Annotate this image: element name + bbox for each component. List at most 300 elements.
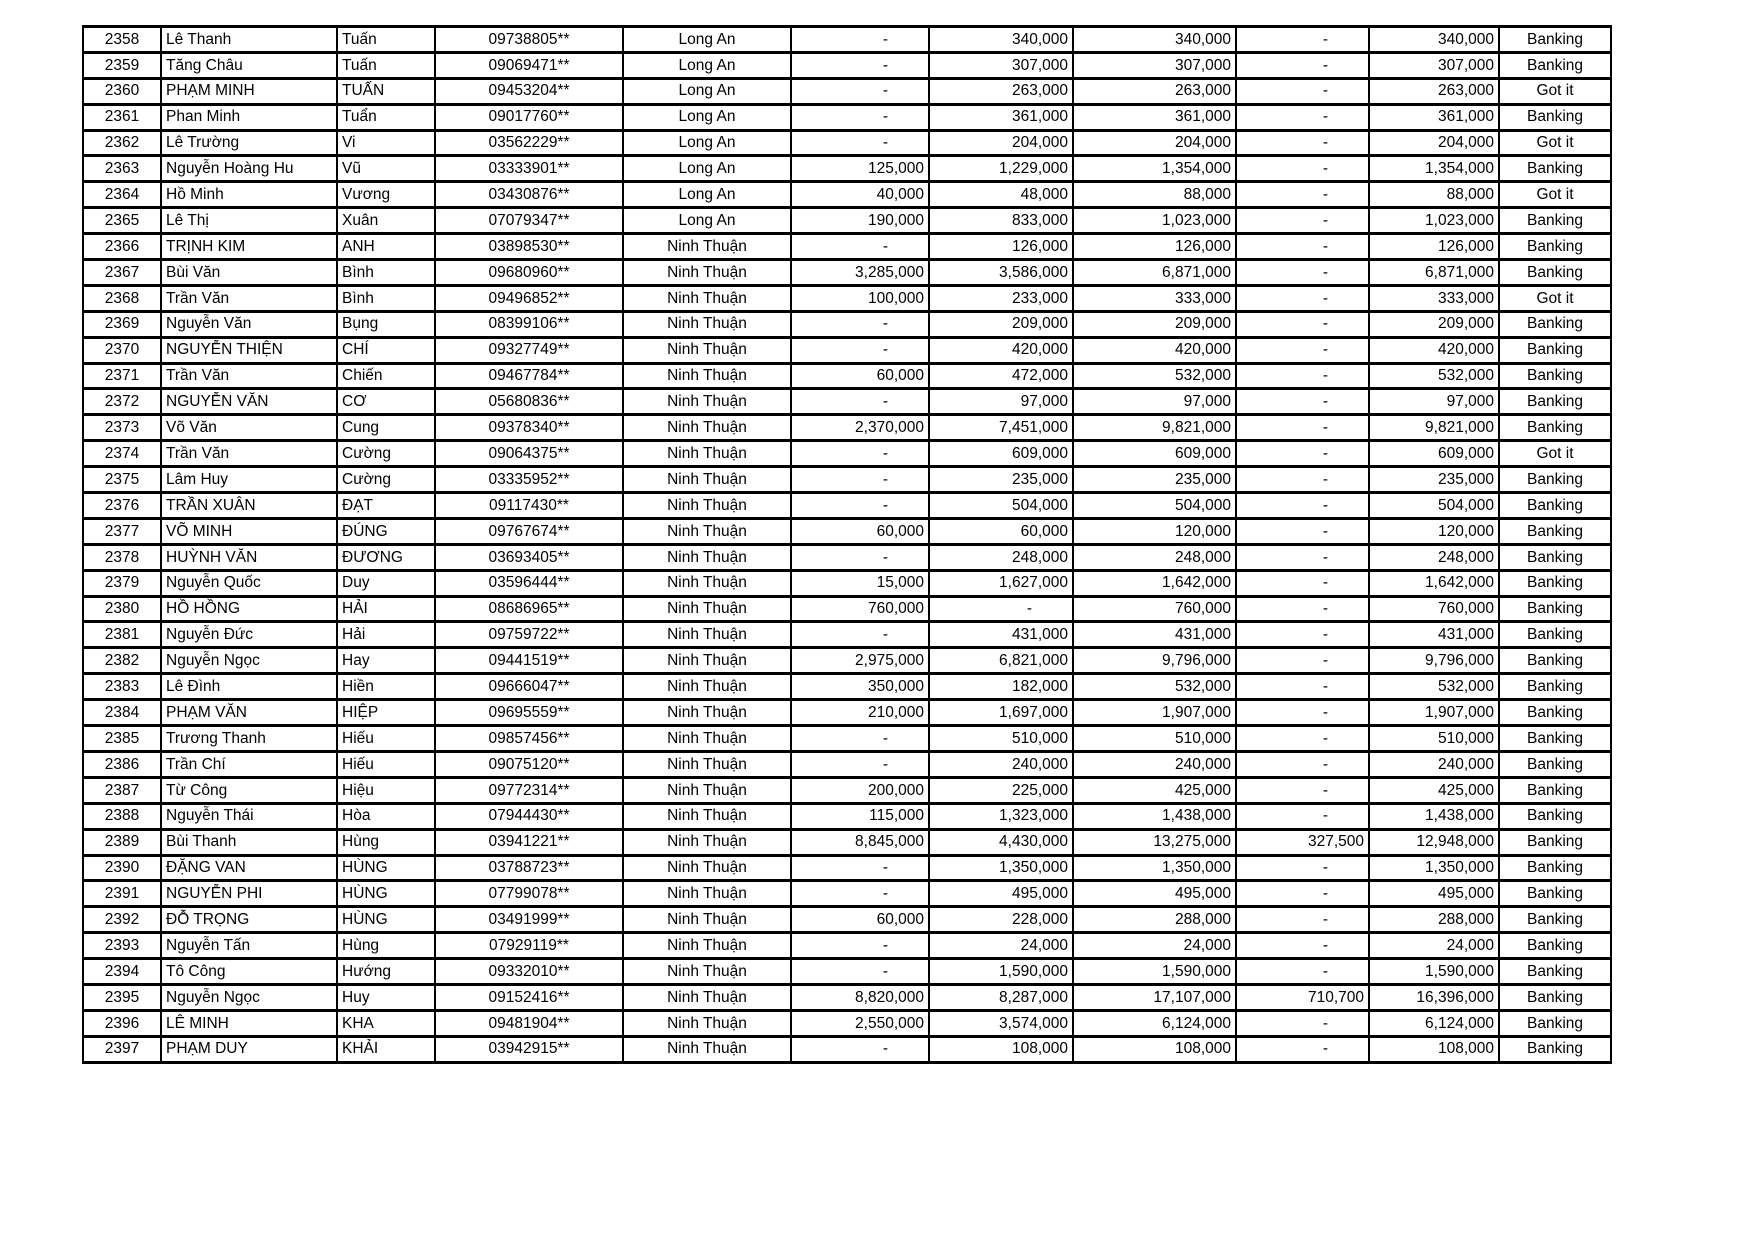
cell-phone-masked: 09064375**	[435, 441, 623, 467]
cell-amount-col-2: 833,000	[929, 208, 1073, 234]
cell-amount-fee: -	[1236, 363, 1369, 389]
cell-amount-net: 361,000	[1369, 104, 1499, 130]
cell-last-name: TUẤN	[337, 78, 435, 104]
cell-status: Banking	[1499, 700, 1611, 726]
table-row	[83, 1036, 1611, 1062]
cell-amount-fee: 327,500	[1236, 829, 1369, 855]
cell-province: Ninh Thuận	[623, 881, 791, 907]
cell-province: Ninh Thuận	[623, 751, 791, 777]
cell-province: Ninh Thuận	[623, 829, 791, 855]
cell-province: Ninh Thuận	[623, 959, 791, 985]
cell-province: Ninh Thuận	[623, 234, 791, 260]
cell-row-id: 2386	[83, 751, 161, 777]
cell-phone-masked: 05680836**	[435, 389, 623, 415]
cell-amount-net: 16,396,000	[1369, 984, 1499, 1010]
cell-amount-col-2: 48,000	[929, 182, 1073, 208]
cell-status: Banking	[1499, 881, 1611, 907]
cell-row-id: 2379	[83, 570, 161, 596]
cell-amount-col-2: 248,000	[929, 544, 1073, 570]
cell-province: Ninh Thuận	[623, 622, 791, 648]
cell-amount-fee: -	[1236, 570, 1369, 596]
cell-amount-net: 209,000	[1369, 311, 1499, 337]
cell-amount-col-1: -	[791, 855, 929, 881]
cell-province: Ninh Thuận	[623, 596, 791, 622]
cell-amount-col-2: 182,000	[929, 674, 1073, 700]
cell-row-id: 2362	[83, 130, 161, 156]
cell-phone-masked: 09152416**	[435, 984, 623, 1010]
cell-phone-masked: 07929119**	[435, 933, 623, 959]
cell-first-name: Trần Chí	[161, 751, 337, 777]
cell-amount-col-1: 190,000	[791, 208, 929, 234]
cell-amount-net: 263,000	[1369, 78, 1499, 104]
cell-status: Banking	[1499, 984, 1611, 1010]
cell-amount-total: 88,000	[1073, 182, 1236, 208]
cell-last-name: Vũ	[337, 156, 435, 182]
cell-province: Ninh Thuận	[623, 260, 791, 286]
cell-amount-col-1: -	[791, 544, 929, 570]
table-row	[83, 78, 1611, 104]
cell-first-name: Nguyễn Ngọc	[161, 984, 337, 1010]
cell-phone-masked: 03333901**	[435, 156, 623, 182]
cell-amount-fee: -	[1236, 311, 1369, 337]
cell-last-name: ĐƯƠNG	[337, 544, 435, 570]
cell-province: Ninh Thuận	[623, 493, 791, 519]
cell-amount-col-1: -	[791, 622, 929, 648]
table-row	[83, 700, 1611, 726]
cell-first-name: Tăng Châu	[161, 52, 337, 78]
cell-last-name: CƠ	[337, 389, 435, 415]
cell-last-name: Cường	[337, 441, 435, 467]
cell-amount-total: 288,000	[1073, 907, 1236, 933]
cell-last-name: Chiến	[337, 363, 435, 389]
cell-last-name: Cường	[337, 467, 435, 493]
table-row	[83, 570, 1611, 596]
cell-phone-masked: 03693405**	[435, 544, 623, 570]
cell-first-name: TRỊNH KIM	[161, 234, 337, 260]
cell-last-name: Hiệu	[337, 777, 435, 803]
cell-amount-total: 9,796,000	[1073, 648, 1236, 674]
cell-status: Banking	[1499, 933, 1611, 959]
cell-amount-fee: -	[1236, 726, 1369, 752]
cell-amount-total: 120,000	[1073, 518, 1236, 544]
cell-phone-masked: 03491999**	[435, 907, 623, 933]
cell-amount-fee: -	[1236, 467, 1369, 493]
cell-province: Ninh Thuận	[623, 337, 791, 363]
cell-phone-masked: 09666047**	[435, 674, 623, 700]
cell-amount-col-2: 1,323,000	[929, 803, 1073, 829]
cell-amount-col-1: -	[791, 27, 929, 53]
cell-last-name: Huy	[337, 984, 435, 1010]
cell-amount-fee: -	[1236, 260, 1369, 286]
cell-amount-net: 495,000	[1369, 881, 1499, 907]
cell-amount-net: 97,000	[1369, 389, 1499, 415]
table-row	[83, 311, 1611, 337]
cell-province: Ninh Thuận	[623, 1036, 791, 1062]
cell-amount-col-2: 240,000	[929, 751, 1073, 777]
cell-amount-net: 288,000	[1369, 907, 1499, 933]
cell-status: Banking	[1499, 389, 1611, 415]
cell-amount-total: 235,000	[1073, 467, 1236, 493]
cell-amount-net: 24,000	[1369, 933, 1499, 959]
cell-province: Ninh Thuận	[623, 570, 791, 596]
cell-first-name: Trần Văn	[161, 441, 337, 467]
cell-status: Banking	[1499, 518, 1611, 544]
cell-status: Banking	[1499, 726, 1611, 752]
cell-last-name: Bụng	[337, 311, 435, 337]
cell-last-name: Xuân	[337, 208, 435, 234]
cell-first-name: NGUYỄN PHI	[161, 881, 337, 907]
cell-amount-col-1: -	[791, 311, 929, 337]
cell-status: Banking	[1499, 751, 1611, 777]
cell-province: Ninh Thuận	[623, 648, 791, 674]
cell-amount-fee: -	[1236, 544, 1369, 570]
cell-amount-col-1: 210,000	[791, 700, 929, 726]
cell-last-name: HẢI	[337, 596, 435, 622]
cell-status: Got it	[1499, 130, 1611, 156]
cell-status: Got it	[1499, 441, 1611, 467]
cell-amount-col-2: 3,586,000	[929, 260, 1073, 286]
cell-row-id: 2388	[83, 803, 161, 829]
cell-amount-col-1: 3,285,000	[791, 260, 929, 286]
table-row	[83, 1010, 1611, 1036]
cell-last-name: Hiền	[337, 674, 435, 700]
cell-amount-net: 425,000	[1369, 777, 1499, 803]
cell-first-name: Trần Văn	[161, 363, 337, 389]
cell-row-id: 2373	[83, 415, 161, 441]
cell-amount-fee: -	[1236, 78, 1369, 104]
cell-amount-total: 126,000	[1073, 234, 1236, 260]
table-row	[83, 518, 1611, 544]
cell-last-name: Hiếu	[337, 726, 435, 752]
cell-phone-masked: 08399106**	[435, 311, 623, 337]
cell-phone-masked: 09772314**	[435, 777, 623, 803]
cell-amount-col-2: 6,821,000	[929, 648, 1073, 674]
table-row	[83, 959, 1611, 985]
cell-amount-fee: -	[1236, 27, 1369, 53]
cell-status: Got it	[1499, 285, 1611, 311]
cell-row-id: 2390	[83, 855, 161, 881]
cell-amount-total: 6,871,000	[1073, 260, 1236, 286]
cell-amount-net: 760,000	[1369, 596, 1499, 622]
cell-amount-total: 340,000	[1073, 27, 1236, 53]
cell-row-id: 2358	[83, 27, 161, 53]
cell-phone-masked: 03562229**	[435, 130, 623, 156]
cell-first-name: Từ Công	[161, 777, 337, 803]
cell-amount-total: 307,000	[1073, 52, 1236, 78]
cell-amount-fee: -	[1236, 156, 1369, 182]
cell-row-id: 2370	[83, 337, 161, 363]
cell-last-name: ĐẠT	[337, 493, 435, 519]
cell-row-id: 2381	[83, 622, 161, 648]
cell-first-name: Trần Văn	[161, 285, 337, 311]
cell-province: Ninh Thuận	[623, 518, 791, 544]
table-row	[83, 27, 1611, 53]
cell-first-name: Lê Thanh	[161, 27, 337, 53]
cell-status: Banking	[1499, 803, 1611, 829]
cell-province: Ninh Thuận	[623, 311, 791, 337]
table-row	[83, 260, 1611, 286]
table-row	[83, 622, 1611, 648]
cell-last-name: CHÍ	[337, 337, 435, 363]
cell-first-name: Nguyễn Thái	[161, 803, 337, 829]
cell-amount-col-1: -	[791, 726, 929, 752]
cell-amount-net: 1,590,000	[1369, 959, 1499, 985]
cell-amount-fee: -	[1236, 493, 1369, 519]
cell-status: Banking	[1499, 234, 1611, 260]
cell-amount-total: 532,000	[1073, 363, 1236, 389]
cell-first-name: Nguyễn Đức	[161, 622, 337, 648]
cell-amount-net: 1,354,000	[1369, 156, 1499, 182]
cell-phone-masked: 09017760**	[435, 104, 623, 130]
table-row	[83, 234, 1611, 260]
cell-row-id: 2382	[83, 648, 161, 674]
cell-last-name: Tuấn	[337, 27, 435, 53]
cell-first-name: Bùi Thanh	[161, 829, 337, 855]
cell-amount-net: 532,000	[1369, 363, 1499, 389]
cell-phone-masked: 03596444**	[435, 570, 623, 596]
cell-phone-masked: 03788723**	[435, 855, 623, 881]
cell-province: Ninh Thuận	[623, 467, 791, 493]
cell-amount-net: 609,000	[1369, 441, 1499, 467]
cell-row-id: 2368	[83, 285, 161, 311]
cell-province: Long An	[623, 104, 791, 130]
cell-row-id: 2375	[83, 467, 161, 493]
table-body	[83, 27, 1611, 1063]
cell-amount-col-2: 361,000	[929, 104, 1073, 130]
cell-row-id: 2393	[83, 933, 161, 959]
cell-amount-col-2: 228,000	[929, 907, 1073, 933]
cell-row-id: 2385	[83, 726, 161, 752]
table-row	[83, 777, 1611, 803]
cell-amount-net: 120,000	[1369, 518, 1499, 544]
cell-amount-col-2: 235,000	[929, 467, 1073, 493]
cell-amount-total: 361,000	[1073, 104, 1236, 130]
cell-amount-fee: -	[1236, 700, 1369, 726]
cell-amount-col-1: -	[791, 104, 929, 130]
cell-amount-total: 13,275,000	[1073, 829, 1236, 855]
cell-amount-fee: -	[1236, 596, 1369, 622]
cell-amount-col-2: 1,590,000	[929, 959, 1073, 985]
cell-phone-masked: 09695559**	[435, 700, 623, 726]
cell-status: Banking	[1499, 648, 1611, 674]
cell-amount-col-1: -	[791, 467, 929, 493]
cell-phone-masked: 08686965**	[435, 596, 623, 622]
cell-first-name: Lê Trường	[161, 130, 337, 156]
cell-amount-col-1: -	[791, 1036, 929, 1062]
cell-amount-total: 1,590,000	[1073, 959, 1236, 985]
cell-status: Banking	[1499, 260, 1611, 286]
cell-amount-total: 209,000	[1073, 311, 1236, 337]
table-row	[83, 208, 1611, 234]
table-row	[83, 467, 1611, 493]
cell-last-name: Tuấn	[337, 52, 435, 78]
cell-amount-col-2: 3,574,000	[929, 1010, 1073, 1036]
cell-province: Ninh Thuận	[623, 544, 791, 570]
cell-amount-col-1: -	[791, 130, 929, 156]
cell-province: Ninh Thuận	[623, 907, 791, 933]
cell-status: Banking	[1499, 622, 1611, 648]
cell-first-name: ĐẶNG VAN	[161, 855, 337, 881]
cell-amount-col-2: 307,000	[929, 52, 1073, 78]
cell-amount-col-1: 8,845,000	[791, 829, 929, 855]
cell-phone-masked: 09332010**	[435, 959, 623, 985]
cell-amount-net: 248,000	[1369, 544, 1499, 570]
cell-first-name: NGUYỄN VĂN	[161, 389, 337, 415]
cell-amount-fee: -	[1236, 881, 1369, 907]
cell-first-name: Tô Công	[161, 959, 337, 985]
cell-first-name: HUỲNH VĂN	[161, 544, 337, 570]
cell-last-name: Hải	[337, 622, 435, 648]
cell-amount-col-1: -	[791, 933, 929, 959]
cell-amount-fee: -	[1236, 907, 1369, 933]
cell-amount-net: 431,000	[1369, 622, 1499, 648]
cell-amount-col-2: 420,000	[929, 337, 1073, 363]
cell-province: Ninh Thuận	[623, 984, 791, 1010]
cell-amount-total: 495,000	[1073, 881, 1236, 907]
cell-phone-masked: 03942915**	[435, 1036, 623, 1062]
cell-first-name: Lê Thị	[161, 208, 337, 234]
cell-amount-total: 248,000	[1073, 544, 1236, 570]
cell-amount-col-2: 24,000	[929, 933, 1073, 959]
cell-last-name: HÙNG	[337, 855, 435, 881]
cell-amount-fee: -	[1236, 234, 1369, 260]
cell-first-name: LÊ MINH	[161, 1010, 337, 1036]
cell-last-name: Duy	[337, 570, 435, 596]
cell-status: Banking	[1499, 1036, 1611, 1062]
cell-phone-masked: 09467784**	[435, 363, 623, 389]
cell-amount-fee: -	[1236, 337, 1369, 363]
table-row	[83, 52, 1611, 78]
cell-first-name: Nguyễn Ngọc	[161, 648, 337, 674]
cell-amount-net: 240,000	[1369, 751, 1499, 777]
cell-province: Ninh Thuận	[623, 700, 791, 726]
cell-status: Banking	[1499, 777, 1611, 803]
cell-status: Banking	[1499, 104, 1611, 130]
cell-row-id: 2372	[83, 389, 161, 415]
cell-province: Ninh Thuận	[623, 803, 791, 829]
cell-last-name: Bình	[337, 260, 435, 286]
cell-status: Banking	[1499, 156, 1611, 182]
cell-first-name: NGUYỄN THIỆN	[161, 337, 337, 363]
cell-amount-total: 263,000	[1073, 78, 1236, 104]
cell-last-name: Hướng	[337, 959, 435, 985]
cell-province: Ninh Thuận	[623, 855, 791, 881]
cell-amount-net: 6,124,000	[1369, 1010, 1499, 1036]
cell-amount-fee: -	[1236, 959, 1369, 985]
cell-last-name: Hay	[337, 648, 435, 674]
cell-status: Banking	[1499, 493, 1611, 519]
cell-amount-fee: -	[1236, 389, 1369, 415]
cell-status: Banking	[1499, 544, 1611, 570]
cell-amount-fee: -	[1236, 518, 1369, 544]
cell-first-name: Bùi Văn	[161, 260, 337, 286]
cell-row-id: 2384	[83, 700, 161, 726]
cell-amount-col-2: 233,000	[929, 285, 1073, 311]
cell-amount-net: 204,000	[1369, 130, 1499, 156]
table-row	[83, 441, 1611, 467]
cell-first-name: Nguyễn Tấn	[161, 933, 337, 959]
cell-amount-col-2: 472,000	[929, 363, 1073, 389]
cell-amount-total: 97,000	[1073, 389, 1236, 415]
cell-row-id: 2363	[83, 156, 161, 182]
cell-amount-total: 504,000	[1073, 493, 1236, 519]
cell-phone-masked: 09075120**	[435, 751, 623, 777]
cell-phone-masked: 09069471**	[435, 52, 623, 78]
cell-row-id: 2391	[83, 881, 161, 907]
cell-first-name: VÕ MINH	[161, 518, 337, 544]
cell-amount-total: 420,000	[1073, 337, 1236, 363]
cell-amount-col-1: 125,000	[791, 156, 929, 182]
cell-amount-col-2: 60,000	[929, 518, 1073, 544]
cell-row-id: 2397	[83, 1036, 161, 1062]
cell-amount-col-2: 8,287,000	[929, 984, 1073, 1010]
cell-amount-total: 108,000	[1073, 1036, 1236, 1062]
cell-amount-total: 204,000	[1073, 130, 1236, 156]
cell-amount-col-1: -	[791, 234, 929, 260]
cell-amount-col-1: 60,000	[791, 518, 929, 544]
cell-last-name: ĐÚNG	[337, 518, 435, 544]
cell-phone-masked: 07799078**	[435, 881, 623, 907]
cell-amount-fee: -	[1236, 751, 1369, 777]
cell-status: Banking	[1499, 1010, 1611, 1036]
cell-amount-net: 510,000	[1369, 726, 1499, 752]
cell-phone-masked: 09481904**	[435, 1010, 623, 1036]
cell-province: Ninh Thuận	[623, 415, 791, 441]
cell-amount-col-1: 2,370,000	[791, 415, 929, 441]
cell-amount-col-2: -	[929, 596, 1073, 622]
cell-province: Ninh Thuận	[623, 363, 791, 389]
cell-amount-fee: 710,700	[1236, 984, 1369, 1010]
cell-amount-net: 235,000	[1369, 467, 1499, 493]
cell-amount-col-1: -	[791, 52, 929, 78]
cell-amount-col-1: -	[791, 389, 929, 415]
cell-first-name: Lê Đình	[161, 674, 337, 700]
cell-amount-total: 1,642,000	[1073, 570, 1236, 596]
cell-row-id: 2395	[83, 984, 161, 1010]
table-row	[83, 648, 1611, 674]
cell-province: Long An	[623, 156, 791, 182]
cell-amount-total: 17,107,000	[1073, 984, 1236, 1010]
cell-amount-fee: -	[1236, 674, 1369, 700]
cell-first-name: HỒ HỒNG	[161, 596, 337, 622]
cell-amount-col-1: -	[791, 337, 929, 363]
cell-amount-col-1: 2,550,000	[791, 1010, 929, 1036]
cell-province: Long An	[623, 182, 791, 208]
table-row	[83, 544, 1611, 570]
cell-status: Banking	[1499, 596, 1611, 622]
cell-amount-col-2: 1,697,000	[929, 700, 1073, 726]
cell-first-name: Nguyễn Văn	[161, 311, 337, 337]
cell-amount-net: 1,642,000	[1369, 570, 1499, 596]
cell-amount-col-1: 40,000	[791, 182, 929, 208]
cell-amount-total: 431,000	[1073, 622, 1236, 648]
cell-phone-masked: 03430876**	[435, 182, 623, 208]
cell-first-name: ĐỖ TRỌNG	[161, 907, 337, 933]
cell-amount-col-1: -	[791, 78, 929, 104]
cell-last-name: Hùng	[337, 829, 435, 855]
cell-row-id: 2361	[83, 104, 161, 130]
cell-amount-net: 9,796,000	[1369, 648, 1499, 674]
cell-row-id: 2366	[83, 234, 161, 260]
cell-last-name: Bình	[337, 285, 435, 311]
table-row	[83, 415, 1611, 441]
table-row	[83, 751, 1611, 777]
cell-first-name: Võ Văn	[161, 415, 337, 441]
cell-province: Long An	[623, 78, 791, 104]
cell-amount-col-2: 504,000	[929, 493, 1073, 519]
cell-last-name: Hiếu	[337, 751, 435, 777]
table-row	[83, 104, 1611, 130]
